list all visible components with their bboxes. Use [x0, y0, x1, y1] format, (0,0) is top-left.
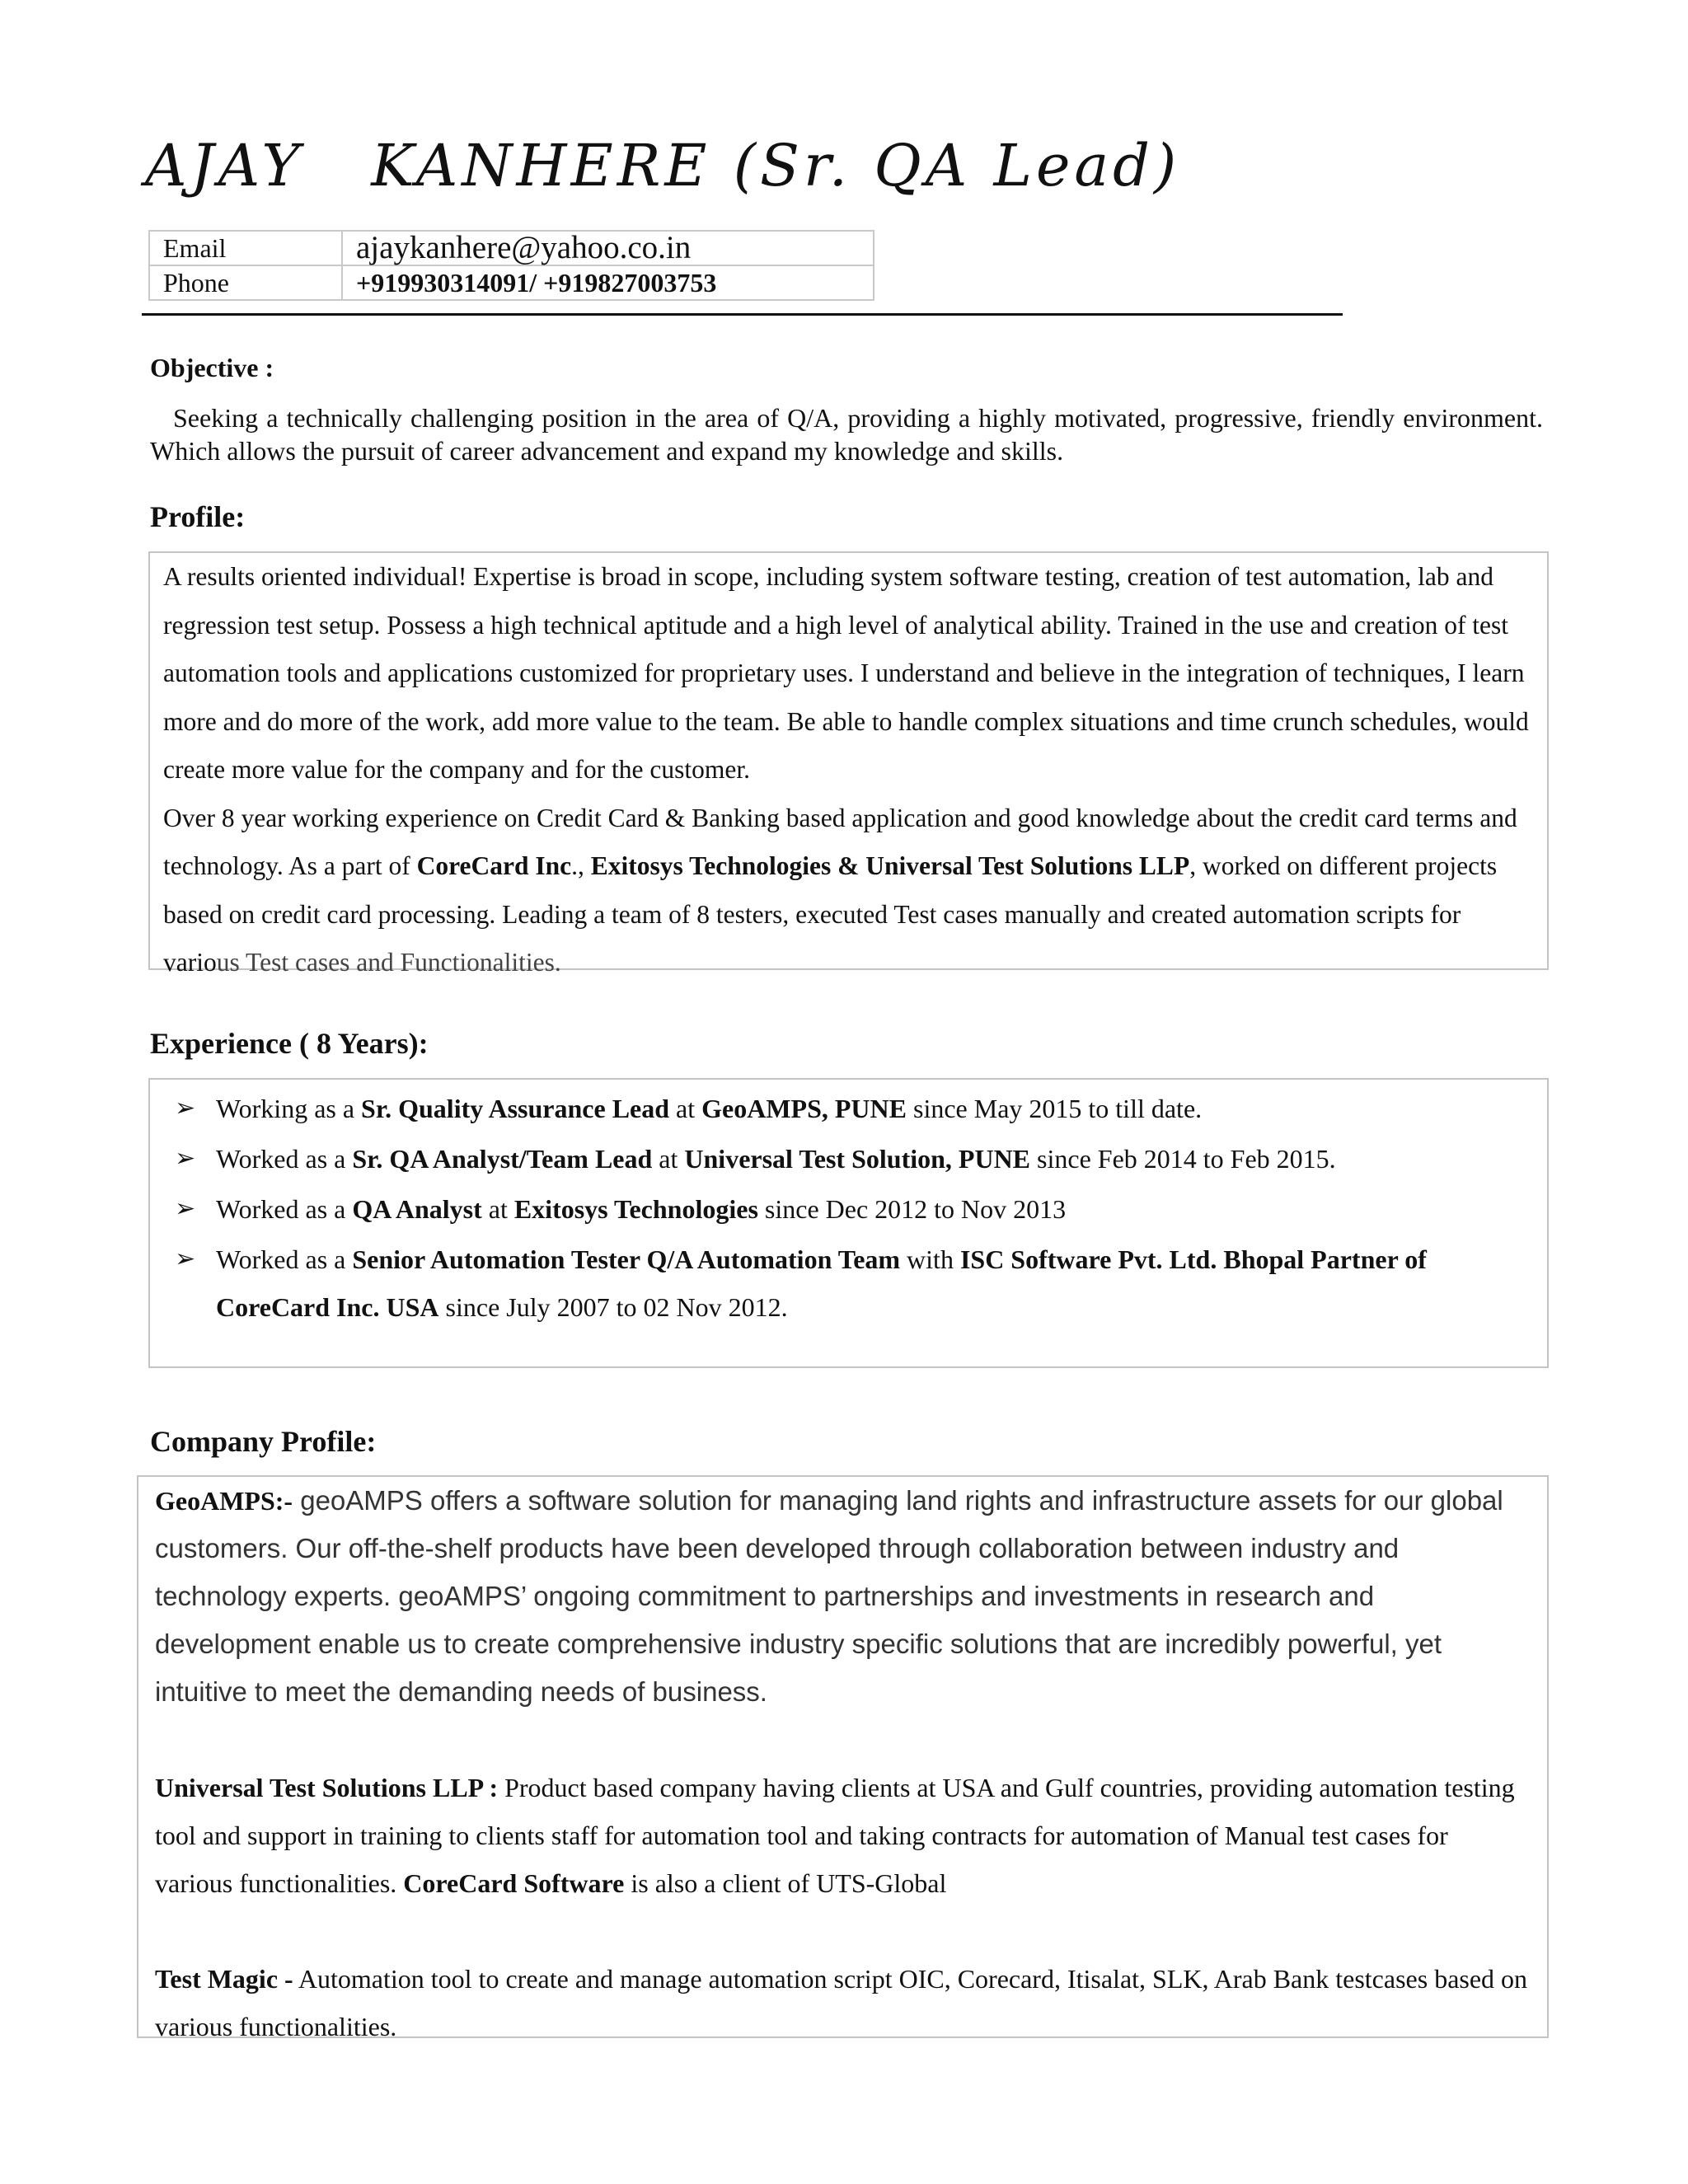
exp-role: Senior Automation Tester Q/A Automation Team [352, 1244, 901, 1274]
geoamps-label: GeoAMPS:- [155, 1486, 293, 1516]
profile-heading: Profile: [150, 500, 246, 533]
exp-company: ISC Software Pvt. Ltd. Bhopal Partner of CoreCard Inc. USA [216, 1244, 1427, 1322]
profile-paragraph-2 [163, 794, 1534, 987]
objective-heading: Objective : [150, 353, 274, 382]
profile-companies-bold: Exitosys Technologies & Universal Test Solutions LLP [590, 851, 1190, 880]
exp-role: Sr. Quality Assurance Lead [361, 1094, 670, 1123]
uts-client-bold: CoreCard Software [403, 1868, 625, 1898]
exp-dates: since May 2015 to till date. [906, 1094, 1203, 1123]
exp-text: with [900, 1244, 960, 1274]
profile-text-c: , worked on different projects based on credit card processing. Leading a team of 8 testers, executed Test cases manually and created automation scripts for vario [163, 851, 1498, 977]
email-row [149, 231, 874, 265]
experience-heading: Experience ( 8 Years): [150, 1027, 429, 1060]
experience-item [163, 1185, 1534, 1233]
exp-dates: since Feb 2014 to Feb 2015. [1030, 1144, 1336, 1174]
bullet-arrow-icon: ➢ [175, 1144, 196, 1173]
profile-text-a: Over 8 year working experience on Credit Card & Banking based application and good knowledge about the credit card terms and technology. As a part of [163, 803, 1517, 880]
exp-text: at [652, 1144, 685, 1174]
company-test-magic [155, 1955, 1531, 2050]
exp-text: Worked as a [216, 1144, 353, 1174]
profile-paragraph-1: A results oriented individual! Expertise is broad in scope, including system software testing, creation of test automation, lab and regression test setup. Possess a high technical aptitude and a high level of analytical ability. Trained in the use and creation of test automation tools and applications customized for proprietary uses. I understand and believe in the integration of techniques, I learn more and do more of the work, add more value to the team. Be able to handle complex situations and time crunch schedules, would create more value for the company and for the customer. [163, 562, 1529, 784]
profile-text-d: us Test cases and Functionalities. [216, 948, 561, 977]
experience-item [163, 1235, 1534, 1331]
exp-company: GeoAMPS, PUNE [701, 1094, 907, 1123]
bullet-arrow-icon: ➢ [175, 1094, 196, 1122]
uts-label: Universal Test Solutions LLP : [155, 1773, 499, 1802]
exp-text: Working as a [216, 1094, 362, 1123]
exp-text: Worked as a [216, 1244, 353, 1274]
geoamps-text: geoAMPS offers a software solution for managing land rights and infrastructure assets for our global customers. Our off-the-shelf products have been developed through collaboration between industry and technology experts. geoAMPS’ ongoing commitment to partnerships and investments in research and development enable us to create comprehensive industry specific solutions that are incredibly powerful, yet intuitive to meet the demanding needs of business. [155, 1485, 1503, 1707]
phone-value: +919930314091/ +919827003753 [342, 265, 874, 300]
company-profile-box [137, 1475, 1549, 2041]
objective-text: Seeking a technically challenging position in the area of Q/A, providing a highly motivated, progressive, friendly environment. Which allows the pursuit of career advancement and expand my knowledge and skills. [150, 403, 1543, 466]
bullet-arrow-icon: ➢ [175, 1194, 196, 1223]
resume-name-title: AJAY KANHERE (Sr. QA Lead) [145, 132, 1181, 199]
profile-text-sep: ., [571, 851, 591, 880]
uts-text-1: Product based company having clients at USA and Gulf countries, providing automation testing tool and support in training to clients staff for automation tool and taking contracts for automation of Manual test cases for various functionalities. [155, 1773, 1515, 1898]
company-uts [155, 1764, 1531, 1907]
exp-company: Universal Test Solution, PUNE [684, 1144, 1031, 1174]
exp-dates: since Dec 2012 to Nov 2013 [757, 1194, 1067, 1224]
email-value: ajaykanhere@yahoo.co.in [342, 231, 874, 265]
exp-role: QA Analyst [352, 1194, 482, 1224]
exp-dates: since July 2007 to 02 Nov 2012. [438, 1292, 788, 1322]
test-magic-label: Test Magic - [155, 1964, 293, 1994]
bullet-arrow-icon: ➢ [175, 1244, 196, 1273]
experience-box [148, 1078, 1549, 1368]
experience-item [163, 1085, 1534, 1132]
experience-item [163, 1135, 1534, 1183]
exp-role: Sr. QA Analyst/Team Lead [352, 1144, 653, 1174]
profile-company-corecard: CoreCard Inc [416, 851, 572, 880]
phone-label: Phone [149, 265, 342, 300]
uts-text-2: is also a client of UTS-Global [624, 1868, 947, 1898]
exp-company: Exitosys Technologies [513, 1194, 758, 1224]
exp-text: Worked as a [216, 1194, 353, 1224]
profile-box [148, 551, 1549, 977]
contact-table [148, 230, 874, 301]
company-profile-heading: Company Profile: [150, 1425, 377, 1458]
test-magic-text: Automation tool to create and manage automation script OIC, Corecard, Itisalat, SLK, Arab Bank testcases based on various functionalities. [155, 1964, 1528, 2041]
phone-row [149, 265, 874, 300]
header-divider [142, 313, 1343, 316]
exp-text: at [481, 1194, 514, 1224]
company-geoamps [155, 1477, 1531, 1716]
exp-text: at [669, 1094, 702, 1123]
email-label: Email [149, 231, 342, 265]
